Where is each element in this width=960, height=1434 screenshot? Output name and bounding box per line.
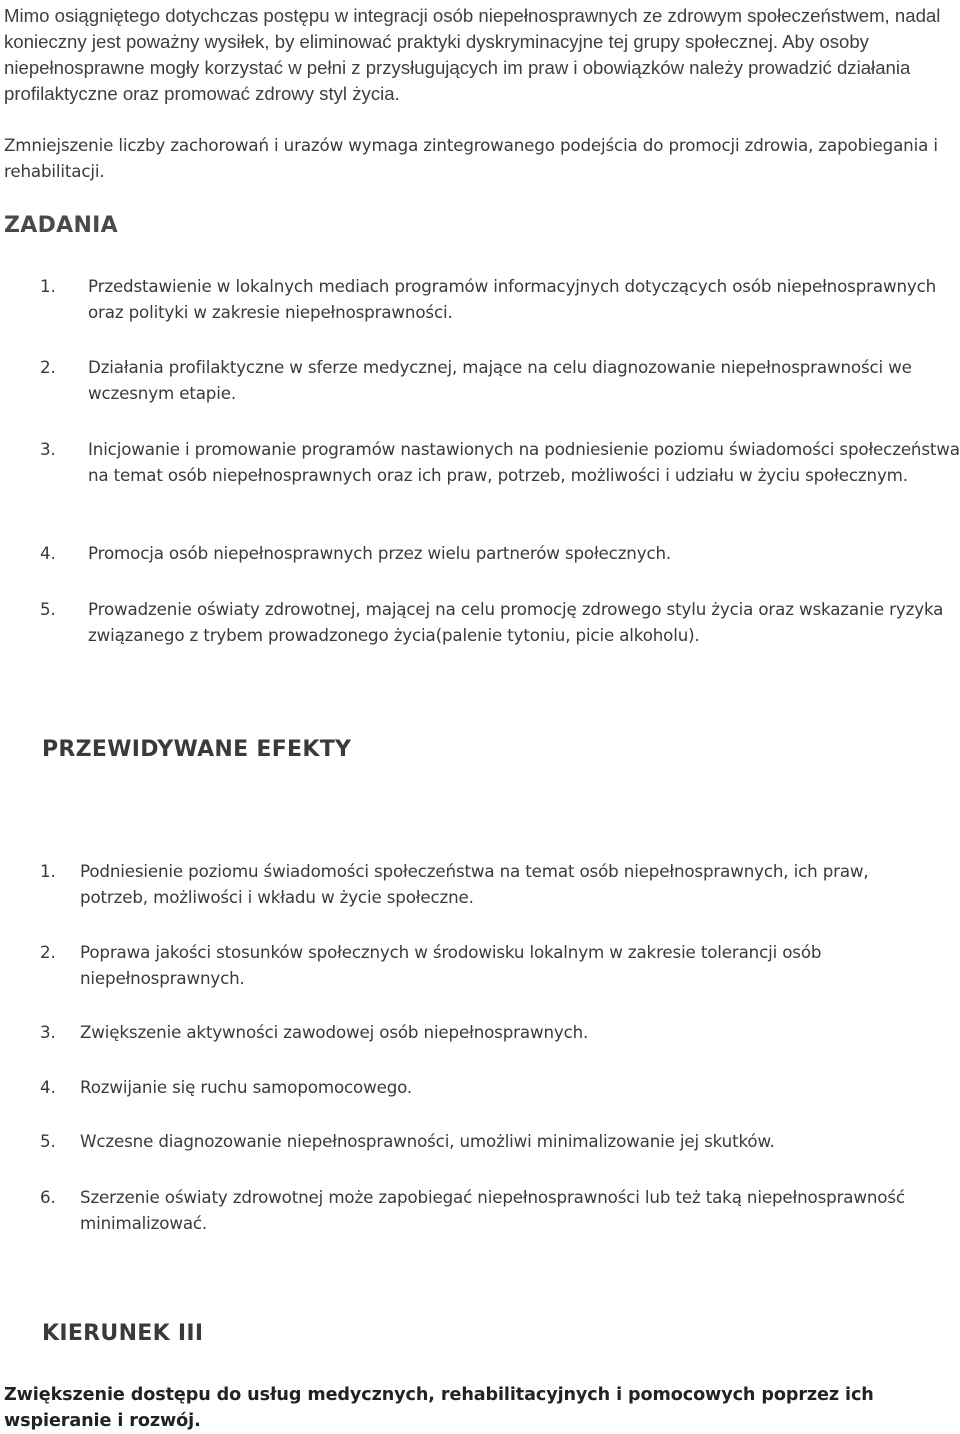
- item-text: Wczesne diagnozowanie niepełnosprawności, umożliwi minimalizowanie jej skutków.: [80, 1131, 775, 1151]
- direction-subtitle: Zwiększenie dostępu do usług medycznych, rehabilitacyjnych i pomocowych poprzez ich wspieranie i rozwój.: [4, 1385, 874, 1431]
- item-text: Prowadzenie oświaty zdrowotnej, mającej na celu promocję zdrowego stylu życia oraz wskazanie ryzyka związanego z trybem prowadzonego życia(palenie tytoniu, picie alkoholu).: [88, 599, 944, 645]
- list-item: [40, 354, 960, 406]
- item-text: Przedstawienie w lokalnych mediach programów informacyjnych dotyczących osób niepełnosprawnych oraz polityki w zakresie niepełnosprawności.: [88, 276, 937, 322]
- list-item: [40, 273, 960, 325]
- item-number: 1.: [40, 276, 56, 296]
- item-number: 2.: [40, 942, 56, 962]
- list-item: [40, 858, 940, 910]
- list-item: [40, 540, 960, 566]
- item-number: 4.: [40, 543, 56, 563]
- list-item: [40, 939, 940, 991]
- item-number: 4.: [40, 1077, 56, 1097]
- list-item: [40, 1128, 940, 1154]
- item-number: 3.: [40, 1022, 56, 1042]
- list-item: [40, 1184, 940, 1236]
- list-item: [40, 436, 960, 488]
- tasks-heading: ZADANIA: [4, 213, 118, 238]
- health-paragraph: Zmniejszenie liczby zachorowań i urazów wymaga zintegrowanego podejścia do promocji zdrowia, zapobiegania i rehabilitacji.: [4, 135, 938, 181]
- list-item: [40, 596, 960, 648]
- item-text: Promocja osób niepełnosprawnych przez wielu partnerów społecznych.: [88, 543, 672, 563]
- item-number: 5.: [40, 599, 56, 619]
- intro-paragraph: Mimo osiągniętego dotychczas postępu w integracji osób niepełnosprawnych ze zdrowym społeczeństwem, nadal konieczny jest poważny wysiłek, by eliminować praktyki dyskryminacyjne tej grupy społecznej. Aby osoby niepełnosprawne mogły korzystać w pełni z przysługujących im praw i obowiązków należy prowadzić działania profilaktyczne oraz promować zdrowy styl życia.: [4, 5, 941, 104]
- item-number: 1.: [40, 861, 56, 881]
- item-text: Podniesienie poziomu świadomości społeczeństwa na temat osób niepełnosprawnych, ich praw, potrzeb, możliwości i wkładu w życie społeczne.: [80, 861, 869, 907]
- list-item: [40, 1019, 940, 1045]
- item-number: 3.: [40, 439, 56, 459]
- item-text: Zwiększenie aktywności zawodowej osób niepełnosprawnych.: [80, 1022, 589, 1042]
- item-text: Szerzenie oświaty zdrowotnej może zapobiegać niepełnosprawności lub też taką niepełnosprawność minimalizować.: [80, 1187, 905, 1233]
- effects-heading: PRZEWIDYWANE EFEKTY: [42, 737, 352, 762]
- item-text: Działania profilaktyczne w sferze medycznej, mające na celu diagnozowanie niepełnosprawności we wczesnym etapie.: [88, 357, 912, 403]
- item-text: Rozwijanie się ruchu samopomocowego.: [80, 1077, 413, 1097]
- item-number: 6.: [40, 1187, 56, 1207]
- item-number: 5.: [40, 1131, 56, 1151]
- item-text: Inicjowanie i promowanie programów nastawionych na podniesienie poziomu świadomości społeczeństwa na temat osób niepełnosprawnych oraz ich praw, potrzeb, możliwości i udziału w życiu społecznym.: [88, 439, 960, 485]
- list-item: [40, 1074, 940, 1100]
- item-number: 2.: [40, 357, 56, 377]
- direction-heading: KIERUNEK III: [42, 1321, 204, 1346]
- item-text: Poprawa jakości stosunków społecznych w środowisku lokalnym w zakresie tolerancji osób niepełnosprawnych.: [80, 942, 822, 988]
